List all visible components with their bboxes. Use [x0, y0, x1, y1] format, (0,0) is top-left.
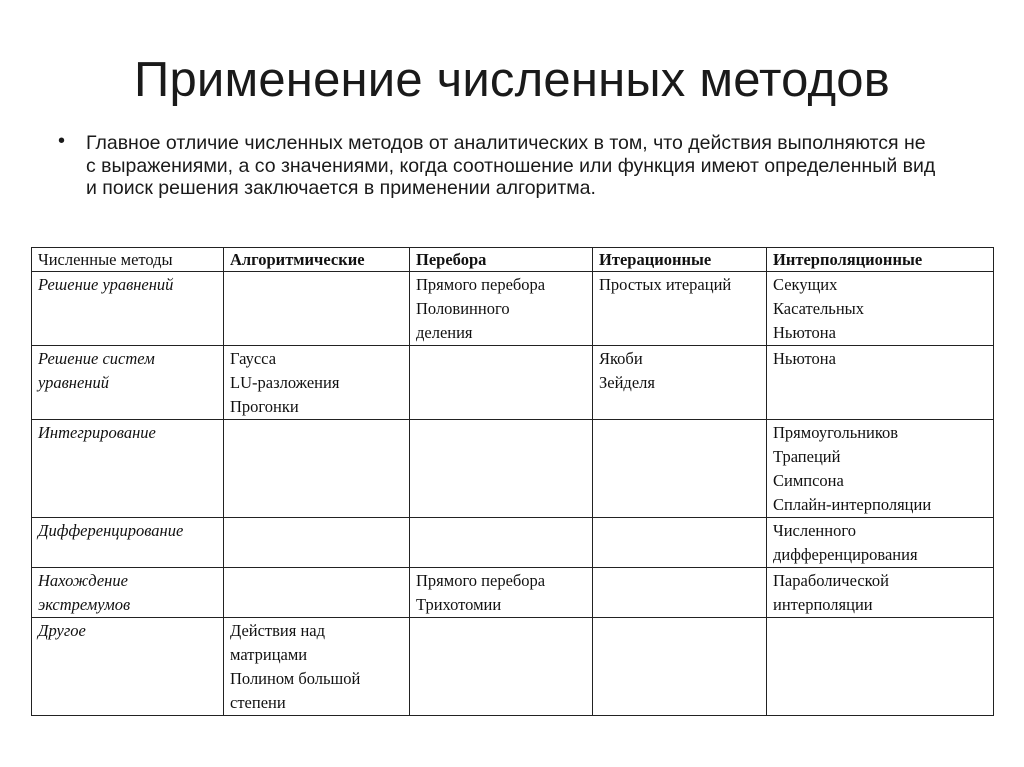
row-label-cell [32, 618, 224, 716]
table-cell-iterative [593, 272, 767, 346]
cell-line: Сплайн-интерполяции [773, 495, 932, 514]
cell-line: Полином большой [230, 669, 361, 688]
header-cell-interpolation: Интерполяционные [767, 248, 994, 272]
table-cell-enumeration [410, 618, 593, 716]
table-cell-algorithmic [224, 272, 410, 346]
table-header-row [32, 248, 994, 272]
table-cell-interpolation [767, 346, 994, 420]
cell-line: Зейделя [599, 373, 655, 392]
table-cell-enumeration [410, 346, 593, 420]
table-cell-algorithmic [224, 568, 410, 618]
cell-line: Трапеций [773, 447, 841, 466]
table-cell-algorithmic [224, 618, 410, 716]
header-cell-iterative: Итерационные [593, 248, 767, 272]
table-cell-iterative [593, 346, 767, 420]
table-cell-algorithmic [224, 346, 410, 420]
table-body [32, 272, 994, 716]
table-cell-enumeration [410, 420, 593, 518]
row-label-line: Нахождение [38, 571, 128, 590]
row-label-cell [32, 272, 224, 346]
cell-line: LU-разложения [230, 373, 340, 392]
cell-line: Прогонки [230, 397, 299, 416]
cell-line: матрицами [230, 645, 308, 664]
table-row [32, 518, 994, 568]
table-cell-iterative [593, 618, 767, 716]
cell-line: Симпсона [773, 471, 844, 490]
row-label-line: Дифференцирование [38, 521, 184, 540]
table-cell-iterative [593, 518, 767, 568]
cell-line: интерполяции [773, 595, 873, 614]
row-label-line: экстремумов [38, 595, 131, 614]
row-label-line: уравнений [38, 373, 109, 392]
table-cell-interpolation [767, 272, 994, 346]
table-cell-iterative [593, 420, 767, 518]
cell-line: Касательных [773, 299, 864, 318]
table-cell-algorithmic [224, 420, 410, 518]
header-cell-methods: Численные методы [32, 248, 224, 272]
table-row [32, 618, 994, 716]
cell-line: Ньютона [773, 349, 836, 368]
cell-line: Действия над [230, 621, 326, 640]
cell-line: Прямого перебора [416, 571, 546, 590]
cell-line: степени [230, 693, 286, 712]
cell-line: Якоби [599, 349, 643, 368]
table-cell-algorithmic [224, 518, 410, 568]
cell-line: Численного [773, 521, 856, 540]
table-cell-interpolation [767, 568, 994, 618]
row-label-line: Решение уравнений [38, 275, 174, 294]
table-row [32, 568, 994, 618]
cell-line: деления [416, 323, 473, 342]
cell-line: дифференцирования [773, 545, 918, 564]
table-cell-interpolation [767, 518, 994, 568]
cell-line: Половинного [416, 299, 510, 318]
slide-title: Применение численных методов [134, 53, 890, 107]
table-cell-enumeration [410, 272, 593, 346]
table-row [32, 272, 994, 346]
table-row [32, 420, 994, 518]
header-cell-algorithmic: Алгоритмические [224, 248, 410, 272]
table-cell-enumeration [410, 518, 593, 568]
cell-line: Трихотомии [416, 595, 502, 614]
table-cell-interpolation [767, 618, 994, 716]
cell-line: Параболической [773, 571, 889, 590]
cell-line: Гаусса [230, 349, 277, 368]
row-label-cell [32, 568, 224, 618]
row-label-cell [32, 346, 224, 420]
cell-line: Простых итераций [599, 275, 732, 294]
table-cell-interpolation [767, 420, 994, 518]
bullet-dot-icon: • [58, 130, 66, 152]
cell-line: Ньютона [773, 323, 836, 342]
table-cell-iterative [593, 568, 767, 618]
row-label-line: Решение систем [38, 349, 155, 368]
row-label-cell [32, 420, 224, 518]
cell-line: Секущих [773, 275, 838, 294]
bullet-text: Главное отличие численных методов от аналитических в том, что действия выполняются не с выражениями, а со значениями, когда соотношение или функция имеют определенный вид и поиск решения заключается в применении алгоритма. [86, 132, 936, 199]
table-cell-enumeration [410, 568, 593, 618]
row-label-line: Другое [38, 621, 86, 640]
row-label-cell [32, 518, 224, 568]
table-row [32, 346, 994, 420]
methods-table [31, 247, 994, 716]
cell-line: Прямоугольников [773, 423, 899, 442]
header-cell-enumeration: Перебора [410, 248, 593, 272]
row-label-line: Интегрирование [38, 423, 156, 442]
cell-line: Прямого перебора [416, 275, 546, 294]
